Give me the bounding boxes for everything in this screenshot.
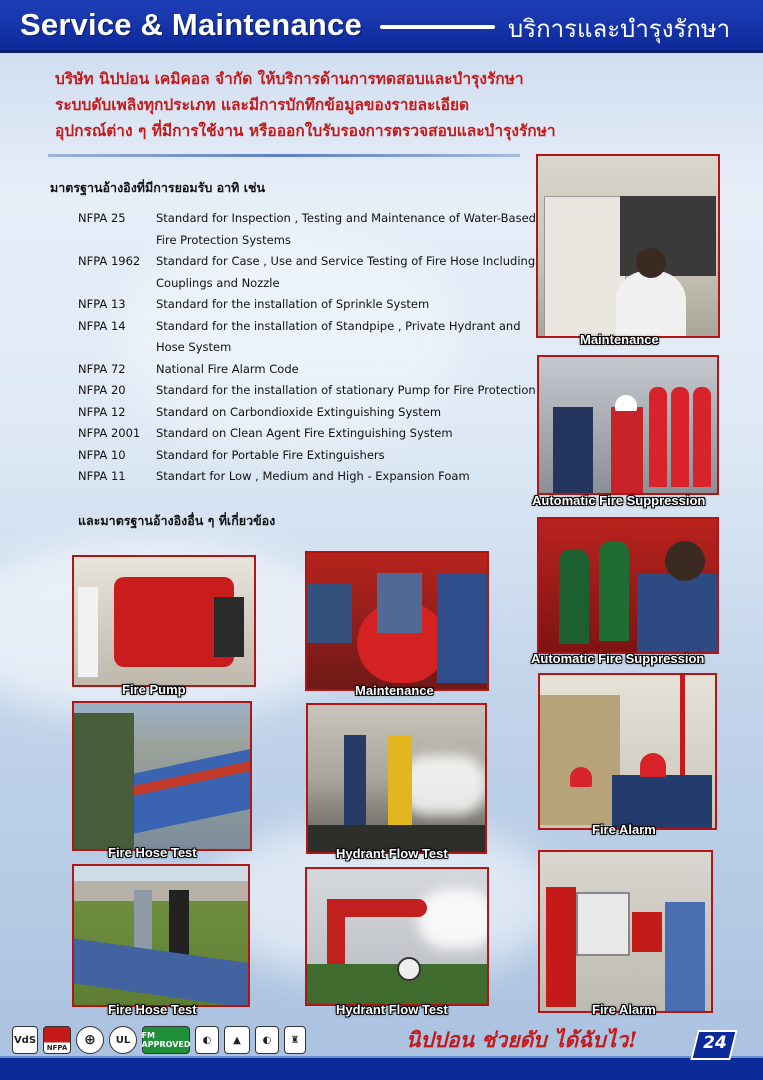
suppression-photo <box>537 517 719 654</box>
standard-item <box>78 251 538 294</box>
photo-caption: Hydrant Flow Test <box>336 1002 448 1017</box>
cert-mark-icon: ◐ <box>195 1026 219 1054</box>
worker-shape <box>74 713 134 851</box>
cylinder-shape <box>671 387 689 487</box>
photo-caption: Fire Pump <box>122 682 186 697</box>
maintenance-photo <box>536 154 720 338</box>
pole-shape <box>680 675 685 785</box>
worker-shape <box>388 735 412 825</box>
standard-code: NFPA 72 <box>78 361 126 376</box>
photo-caption: Automatic Fire Suppression <box>532 493 706 508</box>
standard-code: NFPA 14 <box>78 318 126 333</box>
standard-desc: Standard for the installation of stationary Pump for Fire Protection <box>156 383 536 397</box>
standard-item <box>78 466 538 488</box>
cylinder-shape <box>559 549 589 644</box>
hose-shape <box>74 938 250 1007</box>
standard-code: NFPA 13 <box>78 297 126 311</box>
standard-item <box>78 380 538 402</box>
standard-item <box>78 423 538 445</box>
fire-alarm-photo <box>538 673 717 830</box>
standard-code: NFPA 11 <box>78 469 126 483</box>
building-shape <box>74 881 250 901</box>
photo-caption: Maintenance <box>355 683 434 698</box>
helmet-shape <box>640 753 666 777</box>
motor-shape <box>214 597 244 657</box>
standard-code: NFPA 1962 <box>78 254 141 268</box>
section-divider <box>48 154 520 157</box>
standard-desc: Standart for Low , Medium and High - Expansion Foam <box>156 469 470 483</box>
suppression-photo <box>537 355 719 495</box>
warehouse-shape <box>540 695 620 825</box>
standard-desc: Standard on Carbondioxide Extinguishing System <box>156 404 442 419</box>
intro-line: บริษัท นิปปอน เคมิคอล จำกัด ให้บริการด้านการทดสอบและบำรุงรักษา <box>55 70 524 88</box>
worker-shape <box>134 890 152 950</box>
water-spray-shape <box>417 889 489 949</box>
fire-alarm-photo <box>538 850 713 1013</box>
cylinder-shape <box>693 387 711 487</box>
standard-desc: Standard for Case , Use and Service Testing of Fire Hose Including Couplings and Nozzle <box>156 254 536 290</box>
standard-code: NFPA 2001 <box>78 426 141 440</box>
company-slogan: นิปปอน ช่วยดับ ได้ฉับไว! <box>406 1027 638 1052</box>
photo-caption: Fire Alarm <box>592 822 656 837</box>
standard-desc: Standard for Portable Fire Extinguishers <box>156 447 385 462</box>
standard-code: NFPA 20 <box>78 383 126 397</box>
footer-bar <box>0 1058 763 1080</box>
vds-logo: VdS <box>12 1026 38 1054</box>
standard-code: NFPA 12 <box>78 404 126 419</box>
standard-code: NFPA 25 <box>78 211 126 225</box>
fire-pump-photo <box>72 555 256 687</box>
cylinder-shape <box>649 387 667 487</box>
cylinder-shape <box>599 541 629 641</box>
nfpa-logo: NFPA <box>43 1026 71 1054</box>
ul-logo: UL <box>109 1026 137 1054</box>
standards-list <box>78 208 538 488</box>
helmet-shape <box>570 767 592 787</box>
photo-caption: Hydrant Flow Test <box>336 846 448 861</box>
gauge-icon <box>397 957 421 981</box>
panel-shape <box>576 892 630 956</box>
standard-item <box>78 208 538 251</box>
standard-item <box>78 316 538 359</box>
fm-approved-logo: FM APPROVED <box>142 1026 190 1054</box>
cabinet-door-shape <box>546 887 576 1007</box>
page-title-thai: บริการและบำรุงรักษา <box>508 15 731 43</box>
worker-shape <box>307 583 352 643</box>
standard-item <box>78 402 538 424</box>
cert-mark-icon: ▲ <box>224 1026 250 1054</box>
photo-caption: Fire Alarm <box>592 1002 656 1017</box>
worker-shape <box>377 573 422 633</box>
panel-shape <box>632 912 662 952</box>
photo-caption: Fire Hose Test <box>108 845 197 860</box>
cabinet-shape <box>544 196 626 338</box>
standard-desc: Standard for Inspection , Testing and Maintenance of Water-Based Fire Protection Systems <box>156 211 536 247</box>
helmet-shape <box>615 395 637 411</box>
worker-shape <box>344 735 366 835</box>
intro-line: อุปกรณ์ต่าง ๆ ที่มีการใช้งาน หรือออกใบรับรองการตรวจสอบและบำรุงรักษา <box>55 122 556 140</box>
page-title: Service & Maintenance <box>20 7 362 42</box>
worker-shape <box>637 574 717 654</box>
worker-shape <box>437 573 489 683</box>
worker-shape <box>553 407 593 495</box>
hydrant-flow-test-photo <box>305 867 489 1006</box>
hydrant-flow-test-photo <box>306 703 487 854</box>
standards-intro: มาตรฐานอ้างอิงที่มีการยอมรับ อาทิ เช่น <box>50 180 266 195</box>
worker-shape <box>616 271 686 338</box>
cert-mark-icon: ♜ <box>284 1026 306 1054</box>
standard-code: NFPA 10 <box>78 447 126 462</box>
worker-shape <box>78 587 98 677</box>
standard-desc: Standard on Clean Agent Fire Extinguishing System <box>156 426 453 440</box>
intro-paragraph <box>55 66 575 144</box>
standard-item <box>78 445 538 467</box>
photo-caption: Maintenance <box>580 332 659 347</box>
page-number: 24 <box>703 1033 727 1053</box>
intro-line: ระบบดับเพลิงทุกประเภท และมีการบักทึกข้อมูลของรายละเอียด <box>55 96 470 114</box>
worker-head-shape <box>665 541 705 581</box>
standard-item <box>78 294 538 316</box>
worker-shape <box>611 407 643 495</box>
cert-mark-icon: ◐ <box>255 1026 279 1054</box>
page-header <box>0 0 763 53</box>
panel-shape <box>620 196 716 276</box>
standard-desc: Standard for the installation of Standpipe , Private Hydrant and Hose System <box>156 318 521 354</box>
fire-hose-test-photo <box>72 864 250 1007</box>
standard-desc: Standard for the installation of Sprinkle System <box>156 297 430 311</box>
photo-caption: Automatic Fire Suppression <box>531 651 705 666</box>
worker-head-shape <box>636 248 666 278</box>
ul-mark-icon: ⊕ <box>76 1026 104 1054</box>
standard-desc: National Fire Alarm Code <box>156 361 299 376</box>
standards-outro: และมาตรฐานอ้างอิงอื่น ๆ ที่เกี่ยวข้อง <box>78 513 276 528</box>
maintenance-photo <box>305 551 489 691</box>
photo-caption: Fire Hose Test <box>108 1002 197 1017</box>
worker-shape <box>665 902 705 1012</box>
standard-item <box>78 359 538 381</box>
certification-logos <box>12 1026 306 1054</box>
header-divider <box>380 25 495 29</box>
fire-hose-test-photo <box>72 701 252 851</box>
